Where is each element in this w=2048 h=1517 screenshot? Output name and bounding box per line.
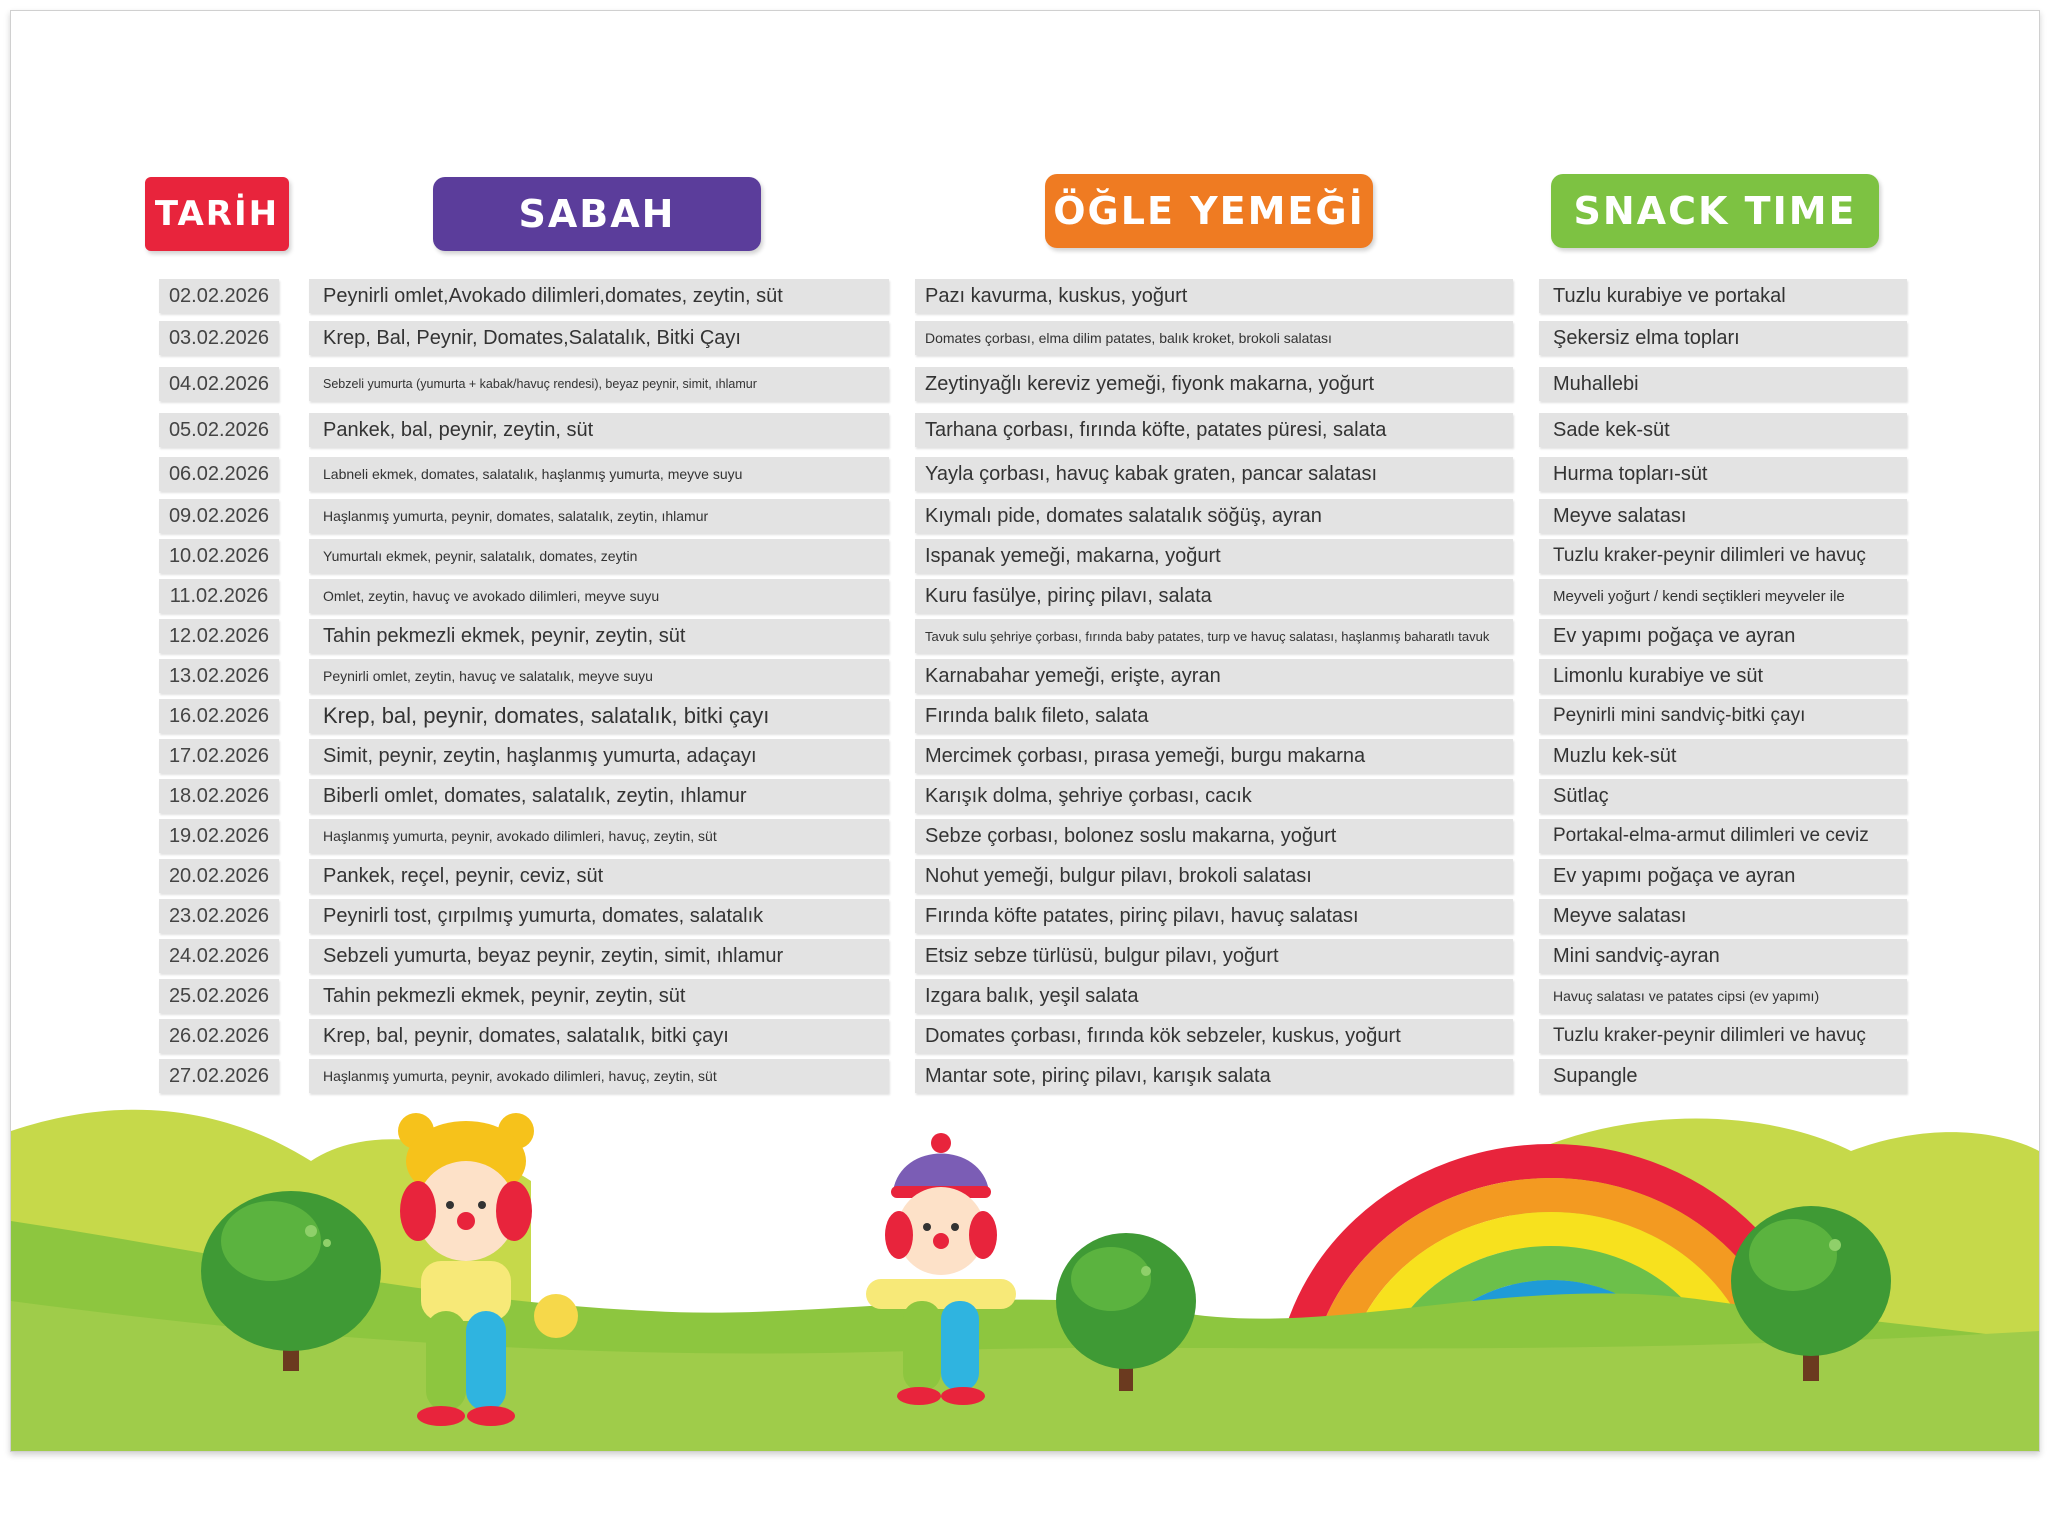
snack-cell: Tuzlu kraker-peynir dilimleri ve havuç — [1539, 1019, 1907, 1053]
morning-cell: Peynirli tost, çırpılmış yumurta, domates, salatalık — [309, 899, 889, 933]
date-cell: 03.02.2026 — [159, 321, 279, 355]
date-cell: 27.02.2026 — [159, 1059, 279, 1093]
table-row — [11, 367, 2039, 401]
date-cell: 05.02.2026 — [159, 413, 279, 447]
lunch-cell: Domates çorbası, fırında kök sebzeler, kuskus, yoğurt — [915, 1019, 1513, 1053]
morning-cell: Haşlanmış yumurta, peynir, avokado dilimleri, havuç, zeytin, süt — [309, 1059, 889, 1093]
lunch-cell: Fırında balık fileto, salata — [915, 699, 1513, 733]
table-row — [11, 859, 2039, 893]
morning-cell: Simit, peynir, zeytin, haşlanmış yumurta, adaçayı — [309, 739, 889, 773]
morning-cell: Yumurtalı ekmek, peynir, salatalık, domates, zeytin — [309, 539, 889, 573]
table-row — [11, 659, 2039, 693]
lunch-cell: Karışık dolma, şehriye çorbası, cacık — [915, 779, 1513, 813]
lunch-cell: Mantar sote, pirinç pilavı, karışık salata — [915, 1059, 1513, 1093]
snack-cell: Ev yapımı poğaça ve ayran — [1539, 859, 1907, 893]
snack-header: SNACK TIME — [1551, 174, 1879, 248]
date-cell: 17.02.2026 — [159, 739, 279, 773]
table-row — [11, 979, 2039, 1013]
date-header: TARİH — [145, 177, 289, 251]
table-row — [11, 1059, 2039, 1093]
snack-cell: Meyve salatası — [1539, 499, 1907, 533]
snack-cell: Tuzlu kurabiye ve portakal — [1539, 279, 1907, 313]
morning-cell: Krep, Bal, Peynir, Domates,Salatalık, Bitki Çayı — [309, 321, 889, 355]
lunch-cell: Tarhana çorbası, fırında köfte, patates püresi, salata — [915, 413, 1513, 447]
table-row — [11, 321, 2039, 355]
table-row — [11, 619, 2039, 653]
snack-cell: Havuç salatası ve patates cipsi (ev yapımı) — [1539, 979, 1907, 1013]
playground-illustration — [11, 1101, 2039, 1451]
table-row — [11, 279, 2039, 313]
lunch-cell: Etsiz sebze türlüsü, bulgur pilavı, yoğurt — [915, 939, 1513, 973]
morning-cell: Krep, bal, peynir, domates, salatalık, bitki çayı — [309, 1019, 889, 1053]
morning-cell: Peynirli omlet, zeytin, havuç ve salatalık, meyve suyu — [309, 659, 889, 693]
lunch-cell: Ispanak yemeği, makarna, yoğurt — [915, 539, 1513, 573]
date-cell: 04.02.2026 — [159, 367, 279, 401]
snack-cell: Tuzlu kraker-peynir dilimleri ve havuç — [1539, 539, 1907, 573]
date-cell: 26.02.2026 — [159, 1019, 279, 1053]
snack-cell: Portakal-elma-armut dilimleri ve ceviz — [1539, 819, 1907, 853]
morning-cell: Haşlanmış yumurta, peynir, domates, salatalık, zeytin, ıhlamur — [309, 499, 889, 533]
lunch-cell: Pazı kavurma, kuskus, yoğurt — [915, 279, 1513, 313]
lunch-cell: Karnabahar yemeği, erişte, ayran — [915, 659, 1513, 693]
morning-cell: Peynirli omlet,Avokado dilimleri,domates, zeytin, süt — [309, 279, 889, 313]
date-cell: 24.02.2026 — [159, 939, 279, 973]
snack-cell: Muzlu kek-süt — [1539, 739, 1907, 773]
table-row — [11, 539, 2039, 573]
lunch-cell: Sebze çorbası, bolonez soslu makarna, yoğurt — [915, 819, 1513, 853]
table-row — [11, 739, 2039, 773]
date-cell: 23.02.2026 — [159, 899, 279, 933]
lunch-cell: Izgara balık, yeşil salata — [915, 979, 1513, 1013]
lunch-cell: Kıymalı pide, domates salatalık söğüş, ayran — [915, 499, 1513, 533]
morning-cell: Sebzeli yumurta (yumurta + kabak/havuç rendesi), beyaz peynir, simit, ıhlamur — [309, 367, 889, 401]
date-cell: 13.02.2026 — [159, 659, 279, 693]
morning-cell: Omlet, zeytin, havuç ve avokado dilimleri, meyve suyu — [309, 579, 889, 613]
lunch-cell: Fırında köfte patates, pirinç pilavı, havuç salatası — [915, 899, 1513, 933]
table-row — [11, 779, 2039, 813]
snack-cell: Şekersiz elma topları — [1539, 321, 1907, 355]
morning-cell: Haşlanmış yumurta, peynir, avokado dilimleri, havuç, zeytin, süt — [309, 819, 889, 853]
lunch-header: ÖĞLE YEMEĞİ — [1045, 174, 1373, 248]
morning-cell: Labneli ekmek, domates, salatalık, haşlanmış yumurta, meyve suyu — [309, 457, 889, 491]
table-row — [11, 457, 2039, 491]
date-cell: 20.02.2026 — [159, 859, 279, 893]
lunch-cell: Zeytinyağlı kereviz yemeği, fiyonk makarna, yoğurt — [915, 367, 1513, 401]
date-cell: 06.02.2026 — [159, 457, 279, 491]
snack-cell: Sade kek-süt — [1539, 413, 1907, 447]
table-row — [11, 579, 2039, 613]
morning-cell: Tahin pekmezli ekmek, peynir, zeytin, süt — [309, 619, 889, 653]
date-cell: 09.02.2026 — [159, 499, 279, 533]
date-cell: 12.02.2026 — [159, 619, 279, 653]
date-cell: 19.02.2026 — [159, 819, 279, 853]
snack-cell: Meyve salatası — [1539, 899, 1907, 933]
table-row — [11, 1019, 2039, 1053]
snack-cell: Sütlaç — [1539, 779, 1907, 813]
lunch-cell: Tavuk sulu şehriye çorbası, fırında baby patates, turp ve havuç salatası, haşlanmış baharatlı tavuk — [915, 619, 1513, 653]
morning-cell: Krep, bal, peynir, domates, salatalık, bitki çayı — [309, 699, 889, 733]
date-cell: 11.02.2026 — [159, 579, 279, 613]
menu-sheet — [10, 10, 2040, 1452]
lunch-cell: Mercimek çorbası, pırasa yemeği, burgu makarna — [915, 739, 1513, 773]
date-cell: 16.02.2026 — [159, 699, 279, 733]
date-cell: 25.02.2026 — [159, 979, 279, 1013]
morning-cell: Sebzeli yumurta, beyaz peynir, zeytin, simit, ıhlamur — [309, 939, 889, 973]
snack-cell: Limonlu kurabiye ve süt — [1539, 659, 1907, 693]
snack-cell: Mini sandviç-ayran — [1539, 939, 1907, 973]
morning-header: SABAH — [433, 177, 761, 251]
morning-cell: Pankek, bal, peynir, zeytin, süt — [309, 413, 889, 447]
date-cell: 10.02.2026 — [159, 539, 279, 573]
lunch-cell: Domates çorbası, elma dilim patates, balık kroket, brokoli salatası — [915, 321, 1513, 355]
snack-cell: Hurma topları-süt — [1539, 457, 1907, 491]
snack-cell: Ev yapımı poğaça ve ayran — [1539, 619, 1907, 653]
morning-cell: Tahin pekmezli ekmek, peynir, zeytin, süt — [309, 979, 889, 1013]
table-row — [11, 939, 2039, 973]
table-row — [11, 819, 2039, 853]
lunch-cell: Kuru fasülye, pirinç pilavı, salata — [915, 579, 1513, 613]
morning-cell: Biberli omlet, domates, salatalık, zeytin, ıhlamur — [309, 779, 889, 813]
table-row — [11, 899, 2039, 933]
date-cell: 02.02.2026 — [159, 279, 279, 313]
snack-cell: Muhallebi — [1539, 367, 1907, 401]
date-cell: 18.02.2026 — [159, 779, 279, 813]
table-row — [11, 413, 2039, 447]
snack-cell: Meyveli yoğurt / kendi seçtikleri meyveler ile — [1539, 579, 1907, 613]
table-row — [11, 499, 2039, 533]
morning-cell: Pankek, reçel, peynir, ceviz, süt — [309, 859, 889, 893]
snack-cell: Supangle — [1539, 1059, 1907, 1093]
snack-cell: Peynirli mini sandviç-bitki çayı — [1539, 699, 1907, 733]
lunch-cell: Nohut yemeği, bulgur pilavı, brokoli salatası — [915, 859, 1513, 893]
table-row — [11, 699, 2039, 733]
lunch-cell: Yayla çorbası, havuç kabak graten, pancar salatası — [915, 457, 1513, 491]
